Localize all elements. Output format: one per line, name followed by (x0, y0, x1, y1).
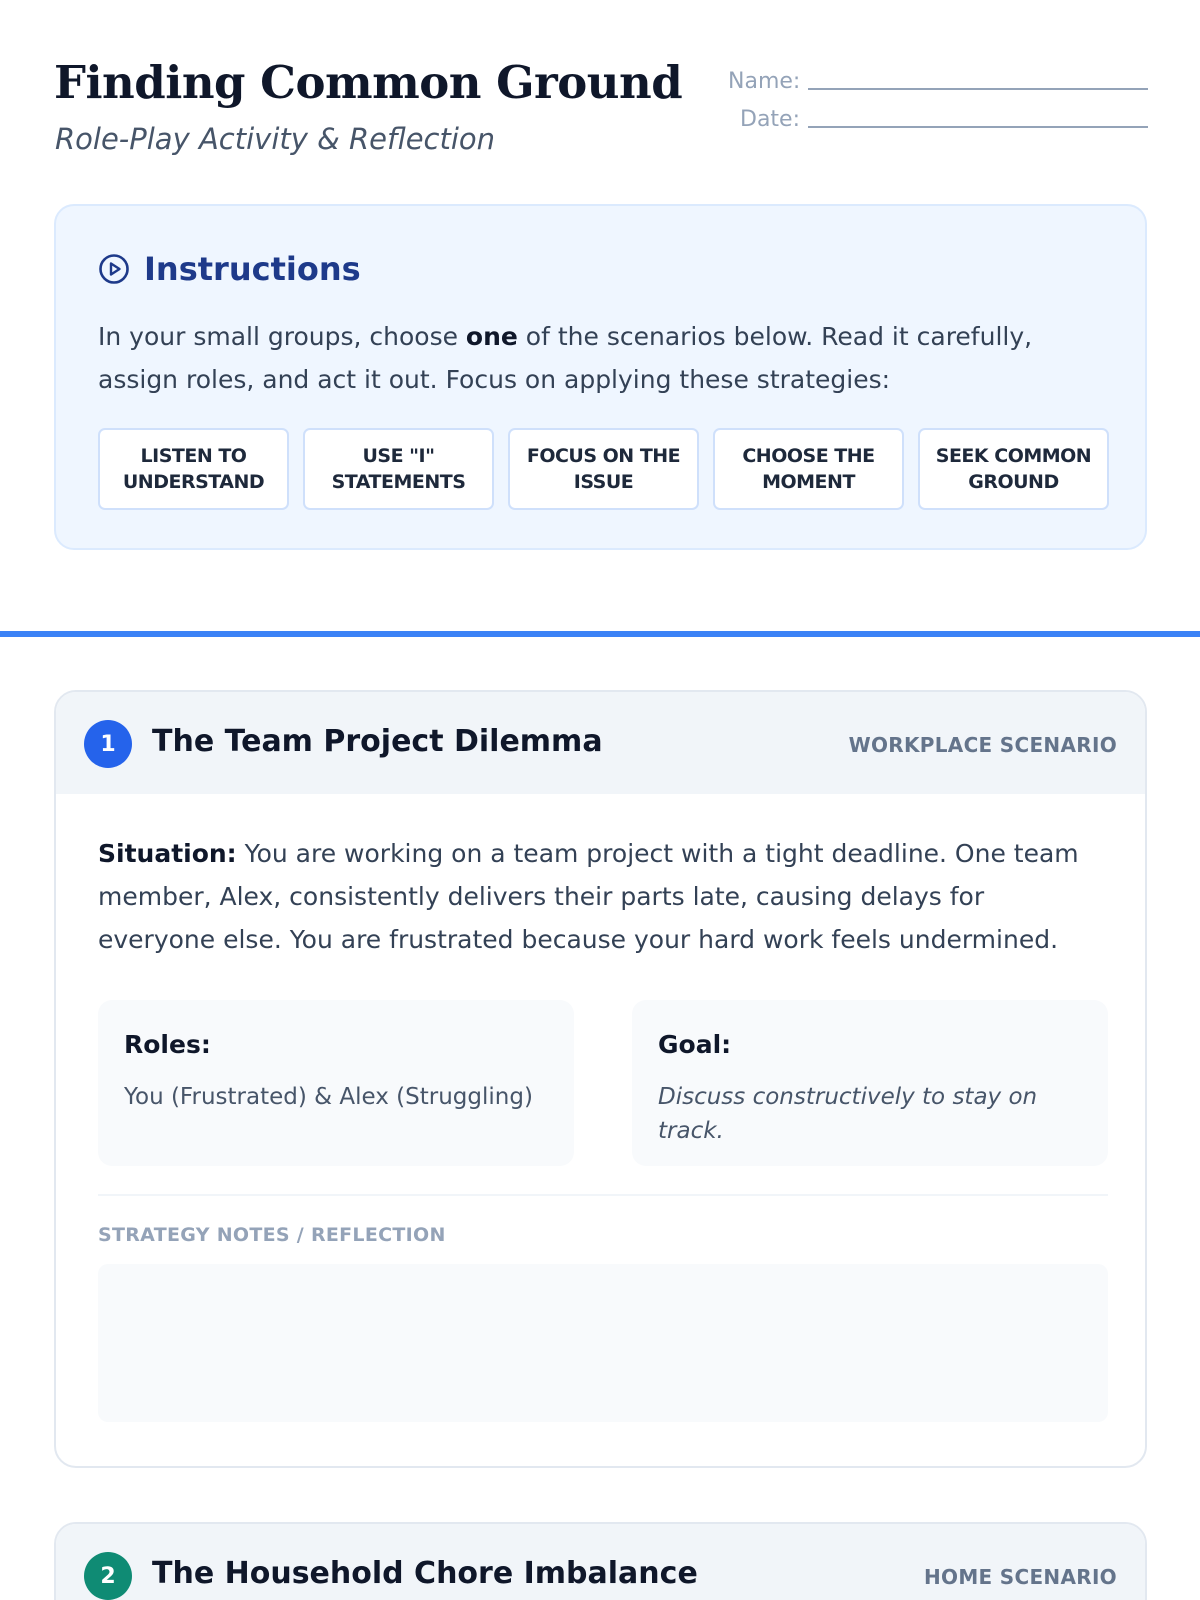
roles-text: You (Frustrated) & Alex (Struggling) (124, 1084, 533, 1110)
scenario-card (54, 690, 1147, 1468)
scenario-header (56, 692, 1145, 794)
date-field[interactable] (808, 102, 1148, 128)
scenario-number-badge: 2 (84, 1552, 132, 1600)
scenario-number-badge: 1 (84, 720, 132, 768)
scenario-title: The Household Chore Imbalance (152, 1556, 698, 1591)
instructions-title: Instructions (144, 250, 361, 288)
instructions-text-emphasis: one (465, 322, 518, 351)
reflection-notes-area[interactable] (98, 1264, 1108, 1422)
scenario-tag: WORKPLACE SCENARIO (848, 733, 1117, 757)
card-divider (98, 1194, 1108, 1196)
situation-label: Situation: (98, 839, 237, 868)
name-label: Name: (728, 69, 801, 94)
page-subtitle: Role-Play Activity & Reflection (55, 122, 496, 156)
strategy-chips (98, 428, 1109, 510)
instructions-text-part: In your small groups, choose (98, 322, 466, 351)
name-date-fields (728, 56, 1148, 132)
play-circle-icon (98, 253, 130, 285)
situation-text: You are working on a team project with a tight deadline. One team member, Alex, consistently delivers their parts late, causing delays for everyone else. You are frustrated because your hard work feels undermined. (98, 839, 1079, 954)
scenario-header (56, 1524, 1145, 1600)
strategy-chip: CHOOSE THE MOMENT (713, 428, 904, 510)
instructions-text (98, 315, 1098, 401)
scenario-situation (98, 832, 1108, 961)
scenario-title: The Team Project Dilemma (152, 724, 603, 759)
goal-label: Goal: (658, 1030, 732, 1059)
strategy-chip: FOCUS ON THE ISSUE (508, 428, 699, 510)
instructions-panel (54, 204, 1147, 550)
strategy-chip: SEEK COMMON GROUND (918, 428, 1109, 510)
goal-text: Discuss constructively to stay on track. (658, 1084, 1038, 1144)
date-label: Date: (740, 107, 800, 132)
strategy-chip: LISTEN TO UNDERSTAND (98, 428, 289, 510)
notes-label: STRATEGY NOTES / REFLECTION (98, 1224, 446, 1246)
name-field-row (728, 56, 1148, 94)
strategy-chip: USE "I" STATEMENTS (303, 428, 494, 510)
scenario-tag: HOME SCENARIO (924, 1565, 1117, 1589)
roles-label: Roles: (124, 1030, 211, 1059)
page-title: Finding Common Ground (54, 56, 683, 109)
worksheet-header (54, 56, 1148, 166)
instructions-text-part: of the scenarios below. Read it carefully, assign roles, and act it out. Focus on applying these strategies: (98, 322, 1033, 394)
roles-box (98, 1000, 574, 1166)
name-field[interactable] (808, 64, 1148, 90)
instructions-heading (98, 250, 361, 288)
date-field-row (728, 94, 1148, 132)
goal-box (632, 1000, 1108, 1166)
section-divider (0, 631, 1200, 637)
scenario-card (54, 1522, 1147, 1600)
